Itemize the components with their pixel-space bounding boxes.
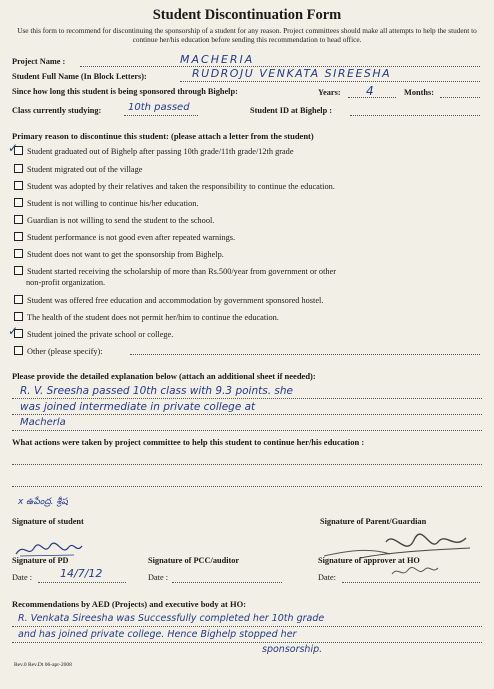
other-line — [130, 354, 480, 355]
pd-date-label: Date : — [12, 573, 33, 582]
class-label: Class currently studying: — [12, 106, 102, 115]
pd-date-value[interactable]: 14/7/12 — [60, 567, 103, 580]
actions-line-2 — [12, 486, 482, 487]
checkbox[interactable] — [14, 215, 23, 224]
pd-signature-label: Signature of PD — [12, 556, 69, 565]
since-label: Since how long this student is being sponsored through Bighelp: — [12, 87, 238, 96]
student-name-label: Student Full Name (In Block Letters): — [12, 72, 147, 81]
checkbox[interactable] — [14, 346, 23, 355]
explanation-line-3 — [12, 430, 482, 431]
class-value[interactable]: 10th passed — [128, 102, 190, 113]
project-label: Project Name : — [12, 57, 66, 66]
student-name-value[interactable]: RUDROJU VENKATA SIREESHA — [192, 67, 392, 80]
checkmark-icon: ✓ — [8, 324, 19, 338]
reason-option-adopted[interactable]: Student was adopted by their relatives and taken the responsibility to continue the education. — [14, 181, 335, 191]
reason-option-no-sponsorship[interactable]: Student does not want to get the sponsorship from Bighelp. — [14, 249, 224, 259]
pd-date-line — [38, 582, 126, 583]
explanation-line-1 — [12, 398, 482, 399]
years-label: Years: — [318, 88, 341, 97]
years-value[interactable]: 4 — [366, 84, 374, 98]
checkbox[interactable] — [14, 198, 23, 207]
checkbox[interactable] — [14, 312, 23, 321]
approver-signature-label: Signature of approver at HO — [318, 556, 420, 565]
form-revision: Rev.0 Rev.Dt 06-apr-2008 — [14, 662, 72, 668]
reason-option-other[interactable]: Other (please specify): — [14, 346, 103, 356]
recommendation-line-2 — [12, 642, 482, 643]
explanation-text-2[interactable]: was joined intermediate in private college at — [20, 401, 256, 413]
months-label: Months: — [404, 88, 434, 97]
reasons-heading: Primary reason to discontinue this student: (please attach a letter from the student) — [12, 131, 314, 141]
actions-line-1 — [12, 464, 482, 465]
project-value[interactable]: MACHERIA — [180, 53, 255, 66]
approver-date-line — [342, 582, 480, 583]
recommendation-label: Recommendations by AED (Projects) and executive body at HO: — [12, 599, 247, 609]
pcc-date-line — [172, 582, 282, 583]
checkmark-icon: ✓ — [8, 141, 19, 155]
actions-label: What actions were taken by project committee to help this student to continue her/his education : — [12, 437, 365, 447]
reason-option-private-school[interactable]: ✓ Student joined the private school or college. — [8, 324, 174, 339]
explanation-text-3[interactable]: Macherla — [20, 417, 66, 428]
student-signature-label: Signature of student — [12, 517, 84, 526]
months-line — [440, 97, 480, 98]
reason-option-health[interactable]: The health of the student does not permit her/him to continue the education. — [14, 312, 279, 322]
reason-option-hostel[interactable]: Student was offered free education and accommodation by government sponsored hostel. — [14, 295, 323, 305]
reason-option-graduated[interactable]: ✓ Student graduated out of Bighelp after passing 10th grade/11th grade/12th grade — [8, 141, 294, 156]
recommendation-line-1 — [12, 626, 482, 627]
student-name-line — [180, 81, 480, 82]
reason-option-guardian[interactable]: Guardian is not willing to send the student to the school. — [14, 215, 214, 225]
recommendation-text-3[interactable]: sponsorship. — [262, 644, 323, 655]
class-line — [124, 115, 198, 116]
explanation-label: Please provide the detailed explanation below (attach an additional sheet if needed): — [12, 371, 316, 381]
checkbox[interactable] — [14, 295, 23, 304]
parent-signature-label: Signature of Parent/Guardian — [320, 517, 427, 526]
student-id-label: Student ID at Bighelp : — [250, 106, 333, 115]
approver-date-scribble — [390, 564, 440, 580]
reason-option-performance[interactable]: Student performance is not good even after repeated warnings. — [14, 232, 235, 242]
pcc-date-label: Date : — [148, 573, 169, 582]
explanation-line-2 — [12, 414, 482, 415]
checkbox[interactable] — [14, 249, 23, 258]
student-id-line — [350, 115, 480, 116]
checkbox[interactable] — [14, 164, 23, 173]
recommendation-text-2[interactable]: and has joined private college. Hence Bighelp stopped her — [18, 629, 297, 640]
form-intro: Use this form to recommend for discontinuing the sponsorship of a student for any reason. Project committees should make all attempts to help the student to continue her/his education before sending this recommendation to head office. — [17, 26, 477, 44]
form-title: Student Discontinuation Form — [152, 7, 342, 23]
checkbox[interactable] — [14, 232, 23, 241]
reason-option-scholarship-cont: non-profit organization. — [26, 278, 106, 287]
approver-date-label: Date: — [318, 573, 336, 582]
reason-option-migrated[interactable]: Student migrated out of the village — [14, 164, 142, 174]
recommendation-text-1[interactable]: R. Venkata Sireesha was Successfully completed her 10th grade — [18, 613, 325, 624]
reason-option-scholarship[interactable]: Student started receiving the scholarship of more than Rs.500/year from government or other — [14, 266, 336, 276]
reason-option-not-willing[interactable]: Student is not willing to continue his/her education. — [14, 198, 198, 208]
pcc-signature-label: Signature of PCC/auditor — [148, 556, 240, 565]
student-signature-mark[interactable]: x ఉపేంద్ర. శ్రీష — [18, 497, 68, 507]
explanation-text-1[interactable]: R. V. Sreesha passed 10th class with 9.3 points. she — [20, 385, 293, 397]
checkbox[interactable] — [14, 266, 23, 275]
checkbox[interactable] — [14, 181, 23, 190]
